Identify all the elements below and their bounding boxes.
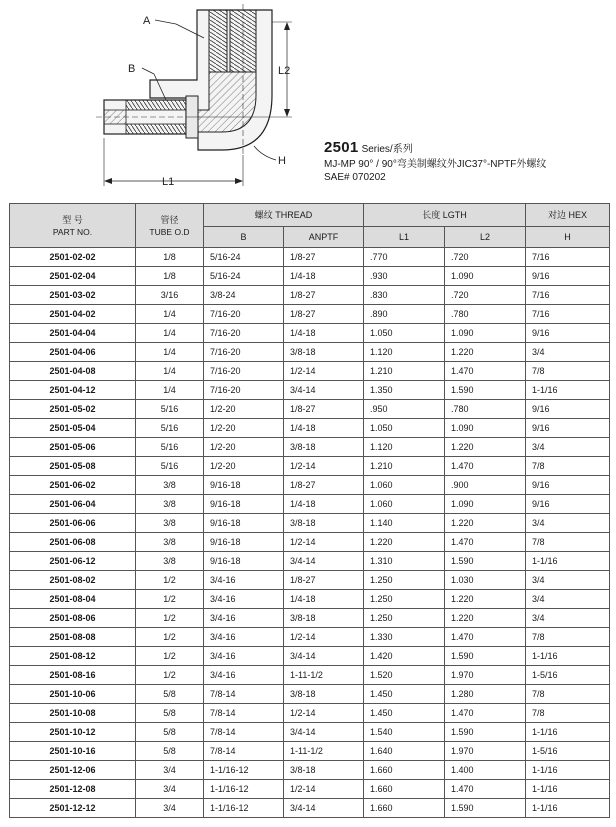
cell-thread-anptf: 3/8-18 xyxy=(284,438,364,457)
spec-table xyxy=(9,203,610,818)
table-row xyxy=(10,286,610,305)
cell-part-no: 2501-12-06 xyxy=(10,761,136,780)
cell-length-l1: 1.060 xyxy=(364,476,445,495)
series-sae: SAE# 070202 xyxy=(324,171,386,183)
cell-thread-anptf: 3/4-14 xyxy=(284,552,364,571)
cell-part-no: 2501-06-02 xyxy=(10,476,136,495)
cell-thread-anptf: 3/8-18 xyxy=(284,514,364,533)
cell-part-no: 2501-08-04 xyxy=(10,590,136,609)
cell-length-l1: 1.220 xyxy=(364,533,445,552)
label-l2: L2 xyxy=(278,65,291,77)
cell-hex-h: 1-1/16 xyxy=(526,381,610,400)
series-number: 2501 xyxy=(324,139,359,156)
cell-tube-od: 3/4 xyxy=(136,799,204,818)
cell-length-l2: 1.470 xyxy=(445,362,526,381)
cell-thread-anptf: 1/2-14 xyxy=(284,533,364,552)
cell-hex-h: 1-1/16 xyxy=(526,647,610,666)
cell-thread-b: 3/4-16 xyxy=(204,628,284,647)
cell-tube-od: 1/2 xyxy=(136,571,204,590)
cell-thread-b: 9/16-18 xyxy=(204,495,284,514)
cell-tube-od: 5/16 xyxy=(136,400,204,419)
cell-length-l1: 1.250 xyxy=(364,571,445,590)
cell-length-l2: 1.470 xyxy=(445,780,526,799)
table-row xyxy=(10,457,610,476)
table-row xyxy=(10,476,610,495)
cell-thread-b: 1-1/16-12 xyxy=(204,780,284,799)
cell-thread-anptf: 3/8-18 xyxy=(284,609,364,628)
label-h: H xyxy=(278,155,286,167)
cell-part-no: 2501-10-16 xyxy=(10,742,136,761)
cell-thread-anptf: 1/8-27 xyxy=(284,571,364,590)
cell-thread-b: 3/4-16 xyxy=(204,609,284,628)
cell-hex-h: 7/16 xyxy=(526,286,610,305)
cell-thread-b: 5/16-24 xyxy=(204,267,284,286)
cell-thread-b: 1/2-20 xyxy=(204,438,284,457)
label-b: B xyxy=(128,63,136,75)
table-row xyxy=(10,723,610,742)
cell-part-no: 2501-06-06 xyxy=(10,514,136,533)
header-anptf: ANPTF xyxy=(284,227,364,248)
cell-thread-anptf: 1-11-1/2 xyxy=(284,742,364,761)
cell-length-l2: 1.030 xyxy=(445,571,526,590)
table-row xyxy=(10,419,610,438)
cell-hex-h: 3/4 xyxy=(526,571,610,590)
cell-part-no: 2501-10-06 xyxy=(10,685,136,704)
cell-thread-b: 5/16-24 xyxy=(204,248,284,267)
cell-length-l1: 1.660 xyxy=(364,780,445,799)
cell-part-no: 2501-05-02 xyxy=(10,400,136,419)
cell-length-l2: 1.220 xyxy=(445,438,526,457)
table-row xyxy=(10,362,610,381)
cell-length-l1: 1.250 xyxy=(364,609,445,628)
cell-length-l1: 1.640 xyxy=(364,742,445,761)
cell-length-l1: 1.420 xyxy=(364,647,445,666)
cell-thread-anptf: 3/4-14 xyxy=(284,799,364,818)
cell-hex-h: 9/16 xyxy=(526,267,610,286)
table-row xyxy=(10,343,610,362)
cell-thread-anptf: 1-11-1/2 xyxy=(284,666,364,685)
cell-length-l1: 1.660 xyxy=(364,799,445,818)
cell-length-l2: 1.590 xyxy=(445,381,526,400)
table-row xyxy=(10,761,610,780)
cell-length-l1: 1.450 xyxy=(364,685,445,704)
cell-thread-b: 1-1/16-12 xyxy=(204,761,284,780)
cell-thread-anptf: 3/4-14 xyxy=(284,647,364,666)
cell-length-l1: .930 xyxy=(364,267,445,286)
cell-hex-h: 7/8 xyxy=(526,704,610,723)
cell-thread-b: 9/16-18 xyxy=(204,552,284,571)
cell-tube-od: 1/2 xyxy=(136,647,204,666)
table-row xyxy=(10,248,610,267)
cell-thread-b: 7/8-14 xyxy=(204,723,284,742)
table-row xyxy=(10,704,610,723)
cell-tube-od: 5/8 xyxy=(136,723,204,742)
cell-part-no: 2501-04-08 xyxy=(10,362,136,381)
cell-tube-od: 3/8 xyxy=(136,476,204,495)
cell-part-no: 2501-08-12 xyxy=(10,647,136,666)
cell-thread-anptf: 1/2-14 xyxy=(284,704,364,723)
cell-thread-b: 3/4-16 xyxy=(204,647,284,666)
cell-part-no: 2501-10-08 xyxy=(10,704,136,723)
table-row xyxy=(10,514,610,533)
header-length: 长度 LGTH xyxy=(364,204,526,227)
cell-length-l2: .780 xyxy=(445,400,526,419)
table-row xyxy=(10,780,610,799)
cell-length-l2: 1.590 xyxy=(445,647,526,666)
cell-length-l1: 1.210 xyxy=(364,362,445,381)
cell-length-l1: .890 xyxy=(364,305,445,324)
cell-tube-od: 5/16 xyxy=(136,457,204,476)
cell-length-l1: 1.050 xyxy=(364,324,445,343)
table-row xyxy=(10,381,610,400)
cell-thread-b: 9/16-18 xyxy=(204,533,284,552)
cell-thread-anptf: 1/2-14 xyxy=(284,780,364,799)
cell-tube-od: 5/16 xyxy=(136,438,204,457)
cell-length-l2: 1.470 xyxy=(445,457,526,476)
cell-thread-anptf: 3/4-14 xyxy=(284,723,364,742)
cell-part-no: 2501-12-12 xyxy=(10,799,136,818)
cell-tube-od: 1/4 xyxy=(136,381,204,400)
cell-hex-h: 7/8 xyxy=(526,457,610,476)
cell-tube-od: 1/8 xyxy=(136,248,204,267)
cell-thread-b: 1/2-20 xyxy=(204,400,284,419)
cell-part-no: 2501-08-06 xyxy=(10,609,136,628)
cell-length-l2: 1.970 xyxy=(445,666,526,685)
cell-thread-anptf: 3/4-14 xyxy=(284,381,364,400)
cell-length-l1: 1.250 xyxy=(364,590,445,609)
cell-hex-h: 3/4 xyxy=(526,438,610,457)
cell-thread-b: 7/8-14 xyxy=(204,742,284,761)
cell-length-l2: 1.590 xyxy=(445,552,526,571)
cell-tube-od: 1/4 xyxy=(136,362,204,381)
cell-length-l1: 1.660 xyxy=(364,761,445,780)
cell-length-l2: 1.220 xyxy=(445,343,526,362)
table-row xyxy=(10,685,610,704)
cell-hex-h: 7/8 xyxy=(526,685,610,704)
cell-length-l1: 1.120 xyxy=(364,438,445,457)
cell-thread-b: 7/16-20 xyxy=(204,343,284,362)
cell-thread-anptf: 1/8-27 xyxy=(284,400,364,419)
table-row xyxy=(10,400,610,419)
cell-part-no: 2501-10-12 xyxy=(10,723,136,742)
cell-hex-h: 1-1/16 xyxy=(526,799,610,818)
cell-length-l2: 1.220 xyxy=(445,590,526,609)
label-a: A xyxy=(143,15,151,27)
cell-tube-od: 3/8 xyxy=(136,514,204,533)
cell-thread-b: 7/16-20 xyxy=(204,362,284,381)
cell-length-l1: 1.310 xyxy=(364,552,445,571)
cell-thread-b: 3/4-16 xyxy=(204,571,284,590)
cell-thread-anptf: 1/2-14 xyxy=(284,362,364,381)
cell-length-l1: 1.450 xyxy=(364,704,445,723)
cell-part-no: 2501-04-02 xyxy=(10,305,136,324)
cell-hex-h: 9/16 xyxy=(526,476,610,495)
cell-thread-b: 3/4-16 xyxy=(204,590,284,609)
cell-length-l1: 1.120 xyxy=(364,343,445,362)
cell-thread-b: 3/4-16 xyxy=(204,666,284,685)
cell-thread-anptf: 3/8-18 xyxy=(284,685,364,704)
cell-length-l2: 1.090 xyxy=(445,495,526,514)
header-h: H xyxy=(526,227,610,248)
table-row xyxy=(10,305,610,324)
header-tube-od: 管径 TUBE O.D xyxy=(136,204,204,248)
cell-hex-h: 1-5/16 xyxy=(526,742,610,761)
cell-length-l2: .720 xyxy=(445,286,526,305)
table-row xyxy=(10,438,610,457)
cell-tube-od: 3/4 xyxy=(136,761,204,780)
table-row xyxy=(10,267,610,286)
cell-part-no: 2501-08-08 xyxy=(10,628,136,647)
cell-hex-h: 7/8 xyxy=(526,533,610,552)
cell-part-no: 2501-12-08 xyxy=(10,780,136,799)
cell-length-l2: 1.470 xyxy=(445,533,526,552)
cell-part-no: 2501-04-12 xyxy=(10,381,136,400)
cell-hex-h: 9/16 xyxy=(526,324,610,343)
cell-length-l2: 1.970 xyxy=(445,742,526,761)
cell-hex-h: 1-1/16 xyxy=(526,780,610,799)
cell-tube-od: 5/8 xyxy=(136,742,204,761)
cell-thread-b: 1/2-20 xyxy=(204,457,284,476)
cell-length-l1: .830 xyxy=(364,286,445,305)
cell-length-l2: .900 xyxy=(445,476,526,495)
cell-thread-anptf: 1/4-18 xyxy=(284,495,364,514)
cell-length-l2: 1.400 xyxy=(445,761,526,780)
cell-length-l1: 1.060 xyxy=(364,495,445,514)
cell-part-no: 2501-05-06 xyxy=(10,438,136,457)
cell-length-l2: 1.090 xyxy=(445,324,526,343)
cell-tube-od: 1/2 xyxy=(136,609,204,628)
table-row xyxy=(10,495,610,514)
table-row xyxy=(10,552,610,571)
cell-tube-od: 3/4 xyxy=(136,780,204,799)
header-b: B xyxy=(204,227,284,248)
cell-thread-anptf: 1/2-14 xyxy=(284,628,364,647)
series-label: Series/系列 xyxy=(361,144,413,155)
cell-part-no: 2501-04-06 xyxy=(10,343,136,362)
table-row xyxy=(10,533,610,552)
cell-hex-h: 3/4 xyxy=(526,343,610,362)
cell-hex-h: 9/16 xyxy=(526,400,610,419)
cell-length-l2: .720 xyxy=(445,248,526,267)
cell-thread-b: 7/8-14 xyxy=(204,704,284,723)
cell-length-l1: 1.350 xyxy=(364,381,445,400)
table-row xyxy=(10,628,610,647)
cell-length-l1: 1.210 xyxy=(364,457,445,476)
cell-tube-od: 3/8 xyxy=(136,533,204,552)
cell-part-no: 2501-08-16 xyxy=(10,666,136,685)
series-info xyxy=(324,138,546,184)
cell-hex-h: 3/4 xyxy=(526,514,610,533)
cell-thread-b: 7/8-14 xyxy=(204,685,284,704)
cell-thread-b: 7/16-20 xyxy=(204,381,284,400)
table-row xyxy=(10,647,610,666)
cell-length-l1: 1.140 xyxy=(364,514,445,533)
spec-table-body xyxy=(10,248,610,818)
table-row xyxy=(10,609,610,628)
cell-thread-b: 3/8-24 xyxy=(204,286,284,305)
cell-hex-h: 7/8 xyxy=(526,628,610,647)
header-hex: 对边 HEX xyxy=(526,204,610,227)
cell-tube-od: 3/16 xyxy=(136,286,204,305)
cell-length-l1: 1.050 xyxy=(364,419,445,438)
cell-hex-h: 7/16 xyxy=(526,248,610,267)
cell-thread-anptf: 1/4-18 xyxy=(284,324,364,343)
header-part-no: 型 号 PART NO. xyxy=(10,204,136,248)
series-description: MJ-MP 90° / 90°弯美制螺纹外JIC37°-NPTF外螺纹 xyxy=(324,159,547,170)
cell-length-l2: 1.590 xyxy=(445,799,526,818)
cell-length-l2: 1.090 xyxy=(445,267,526,286)
table-row xyxy=(10,799,610,818)
header-l1: L1 xyxy=(364,227,445,248)
cell-part-no: 2501-02-02 xyxy=(10,248,136,267)
cell-thread-b: 1/2-20 xyxy=(204,419,284,438)
cell-length-l1: .950 xyxy=(364,400,445,419)
header-l2: L2 xyxy=(445,227,526,248)
cell-part-no: 2501-06-04 xyxy=(10,495,136,514)
cell-thread-anptf: 1/8-27 xyxy=(284,305,364,324)
table-row xyxy=(10,571,610,590)
cell-thread-b: 9/16-18 xyxy=(204,476,284,495)
cell-length-l2: 1.590 xyxy=(445,723,526,742)
cell-thread-anptf: 1/8-27 xyxy=(284,248,364,267)
cell-hex-h: 3/4 xyxy=(526,590,610,609)
cell-length-l1: .770 xyxy=(364,248,445,267)
cell-part-no: 2501-02-04 xyxy=(10,267,136,286)
cell-part-no: 2501-04-04 xyxy=(10,324,136,343)
cell-length-l2: 1.220 xyxy=(445,514,526,533)
cell-tube-od: 1/2 xyxy=(136,590,204,609)
table-row xyxy=(10,324,610,343)
cell-hex-h: 3/4 xyxy=(526,609,610,628)
cell-tube-od: 1/2 xyxy=(136,666,204,685)
cell-length-l2: .780 xyxy=(445,305,526,324)
cell-tube-od: 1/4 xyxy=(136,343,204,362)
cell-thread-anptf: 1/4-18 xyxy=(284,419,364,438)
cell-tube-od: 1/4 xyxy=(136,305,204,324)
label-l1: L1 xyxy=(162,176,175,188)
cell-tube-od: 5/16 xyxy=(136,419,204,438)
cell-hex-h: 7/8 xyxy=(526,362,610,381)
table-row xyxy=(10,742,610,761)
cell-thread-anptf: 1/8-27 xyxy=(284,286,364,305)
cell-length-l2: 1.280 xyxy=(445,685,526,704)
table-row xyxy=(10,666,610,685)
cell-part-no: 2501-05-08 xyxy=(10,457,136,476)
cell-thread-b: 9/16-18 xyxy=(204,514,284,533)
cell-hex-h: 1-1/16 xyxy=(526,761,610,780)
cell-thread-anptf: 3/8-18 xyxy=(284,343,364,362)
header-thread: 螺纹 THREAD xyxy=(204,204,364,227)
cell-thread-b: 7/16-20 xyxy=(204,324,284,343)
table-row xyxy=(10,590,610,609)
cell-thread-b: 1-1/16-12 xyxy=(204,799,284,818)
cell-hex-h: 1-1/16 xyxy=(526,723,610,742)
cell-tube-od: 3/8 xyxy=(136,495,204,514)
cell-part-no: 2501-06-08 xyxy=(10,533,136,552)
cell-length-l2: 1.090 xyxy=(445,419,526,438)
cell-hex-h: 1-5/16 xyxy=(526,666,610,685)
cell-tube-od: 5/8 xyxy=(136,685,204,704)
cell-tube-od: 1/2 xyxy=(136,628,204,647)
cell-length-l1: 1.330 xyxy=(364,628,445,647)
cell-thread-b: 7/16-20 xyxy=(204,305,284,324)
cell-part-no: 2501-03-02 xyxy=(10,286,136,305)
cell-thread-anptf: 1/8-27 xyxy=(284,476,364,495)
cell-length-l1: 1.520 xyxy=(364,666,445,685)
cell-thread-anptf: 1/4-18 xyxy=(284,267,364,286)
cell-part-no: 2501-06-12 xyxy=(10,552,136,571)
cell-hex-h: 9/16 xyxy=(526,495,610,514)
cell-hex-h: 7/16 xyxy=(526,305,610,324)
cell-thread-anptf: 1/4-18 xyxy=(284,590,364,609)
cell-thread-anptf: 1/2-14 xyxy=(284,457,364,476)
cell-length-l1: 1.540 xyxy=(364,723,445,742)
cell-tube-od: 5/8 xyxy=(136,704,204,723)
series-heading xyxy=(324,138,546,158)
cell-length-l2: 1.470 xyxy=(445,628,526,647)
cell-tube-od: 1/4 xyxy=(136,324,204,343)
cell-hex-h: 9/16 xyxy=(526,419,610,438)
cell-part-no: 2501-05-04 xyxy=(10,419,136,438)
cell-length-l2: 1.470 xyxy=(445,704,526,723)
cell-tube-od: 3/8 xyxy=(136,552,204,571)
cell-thread-anptf: 3/8-18 xyxy=(284,761,364,780)
cell-part-no: 2501-08-02 xyxy=(10,571,136,590)
cell-hex-h: 1-1/16 xyxy=(526,552,610,571)
cell-length-l2: 1.220 xyxy=(445,609,526,628)
cell-tube-od: 1/8 xyxy=(136,267,204,286)
